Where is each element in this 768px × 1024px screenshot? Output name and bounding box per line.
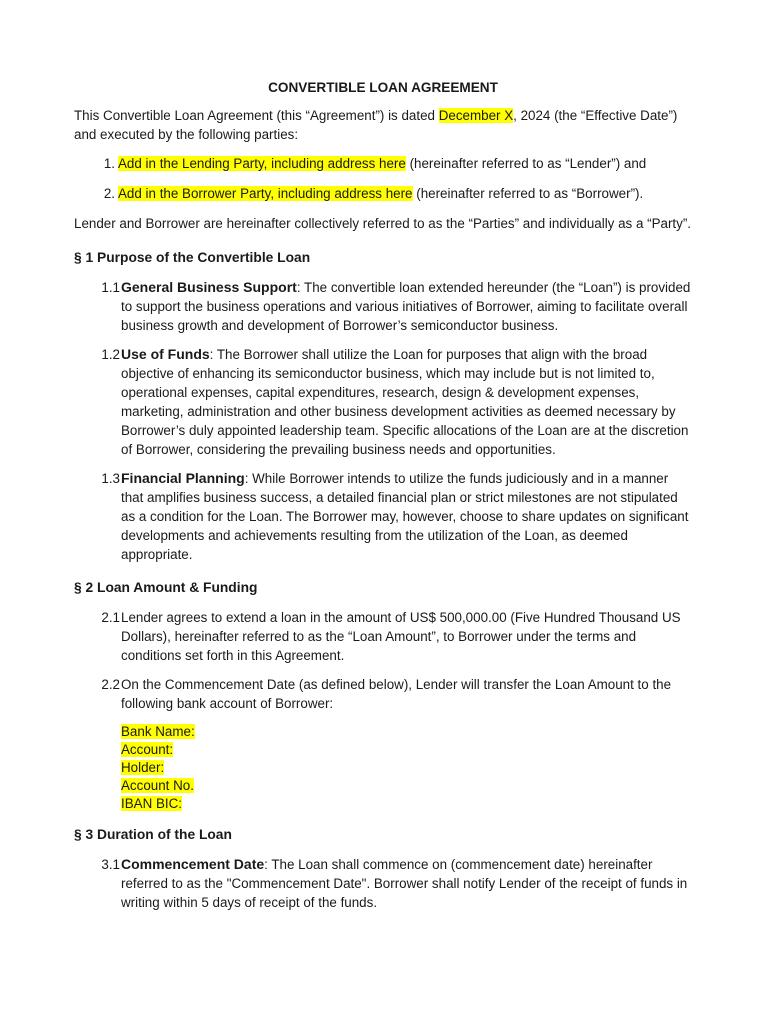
- lender-placeholder: Add in the Lending Party, including address here: [118, 156, 406, 171]
- clause-1-1: [74, 278, 692, 335]
- party-number: 2.: [103, 186, 115, 201]
- account-placeholder: Account:: [121, 742, 174, 757]
- parties-collective-paragraph: Lender and Borrower are hereinafter collectively referred to as the “Parties” and individually as a “Party”.: [74, 216, 692, 231]
- clause-1-2: [74, 345, 692, 459]
- party-item-borrower: [74, 184, 692, 203]
- party-number: 1.: [103, 156, 115, 171]
- clause-1-3: [74, 469, 692, 564]
- document-title: CONVERTIBLE LOAN AGREEMENT: [268, 80, 498, 95]
- clause-text: On the Commencement Date (as defined below), Lender will transfer the Loan Amount to the following bank account of Borrower:: [121, 677, 672, 711]
- section-heading-2: § 2 Loan Amount & Funding: [74, 580, 258, 595]
- clause-title: Use of Funds: [121, 346, 210, 362]
- section-heading-3: § 3 Duration of the Loan: [74, 827, 232, 842]
- clause-title: Financial Planning: [121, 470, 245, 486]
- clause-text: : The Borrower shall utilize the Loan for purposes that align with the broad objective of enhancing its semiconductor business, which may include but is not limited to, operational expenses, capital expenditures, research, design & development expenses, marketing, administration and other business development activities as deemed necessary by Borrower’s duly appointed leadership team. Specific allocations of the Loan are at the discretion of Borrower, considering the prevailing business needs and opportunities.: [121, 347, 689, 457]
- bank-name-placeholder: Bank Name:: [121, 724, 195, 739]
- clause-number: 2.2: [101, 677, 120, 692]
- iban-bic-placeholder: IBAN BIC:: [121, 796, 183, 811]
- clause-text: : The convertible loan extended hereunder (the “Loan”) is provided to support the business operations and various initiatives of Borrower, aiming to facilitate overall business growth and development of Borrower’s semiconductor business.: [121, 280, 691, 333]
- parties-list: [74, 154, 692, 203]
- borrower-placeholder: Add in the Borrower Party, including address here: [118, 186, 413, 201]
- intro-paragraph: [74, 106, 692, 144]
- clause-text: Lender agrees to extend a loan in the amount of US$ 500,000.00 (Five Hundred Thousand US Dollars), hereinafter referred to as the “Loan Amount”, to Borrower under the terms and conditions set forth in this Agreement.: [121, 610, 681, 663]
- clause-3-1: [74, 855, 692, 912]
- party-text: (hereinafter referred to as “Lender”) and: [405, 156, 647, 171]
- clause-number: 1.2: [101, 347, 120, 362]
- date-placeholder: December X: [438, 108, 514, 123]
- intro-text-before: This Convertible Loan Agreement (this “Agreement”) is dated: [74, 108, 439, 123]
- clause-title: General Business Support: [121, 279, 297, 295]
- bank-details-block: [121, 723, 692, 813]
- clause-2-1: [74, 608, 692, 665]
- holder-placeholder: Holder:: [121, 760, 165, 775]
- section-heading-1: § 1 Purpose of the Convertible Loan: [74, 250, 311, 265]
- clause-number: 3.1: [101, 857, 120, 872]
- party-item-lender: [74, 154, 692, 173]
- clause-text: : While Borrower intends to utilize the funds judiciously and in a manner that amplifies business success, a detailed financial plan or strict milestones are not stipulated as a condition for the Loan. The Borrower may, however, choose to share updates on significant developments and achievements resulting from the utilization of the Loan, as deemed appropriate.: [121, 471, 689, 562]
- party-text: (hereinafter referred to as “Borrower”).: [412, 186, 644, 201]
- clause-text: : The Loan shall commence on (commencement date) hereinafter referred to as the "Commencement Date". Borrower shall notify Lender of the receipt of funds in writing within 5 days of receipt of the funds.: [121, 857, 688, 910]
- clause-title: Commencement Date: [121, 856, 265, 872]
- intro-text-after: , 2024 (the “Effective Date”) and executed by the following parties:: [74, 108, 678, 142]
- clause-number: 1.1: [101, 280, 120, 295]
- clause-number: 1.3: [101, 471, 120, 486]
- clause-2-2: [74, 675, 692, 713]
- clause-number: 2.1: [101, 610, 120, 625]
- account-number-placeholder: Account No.: [121, 778, 194, 793]
